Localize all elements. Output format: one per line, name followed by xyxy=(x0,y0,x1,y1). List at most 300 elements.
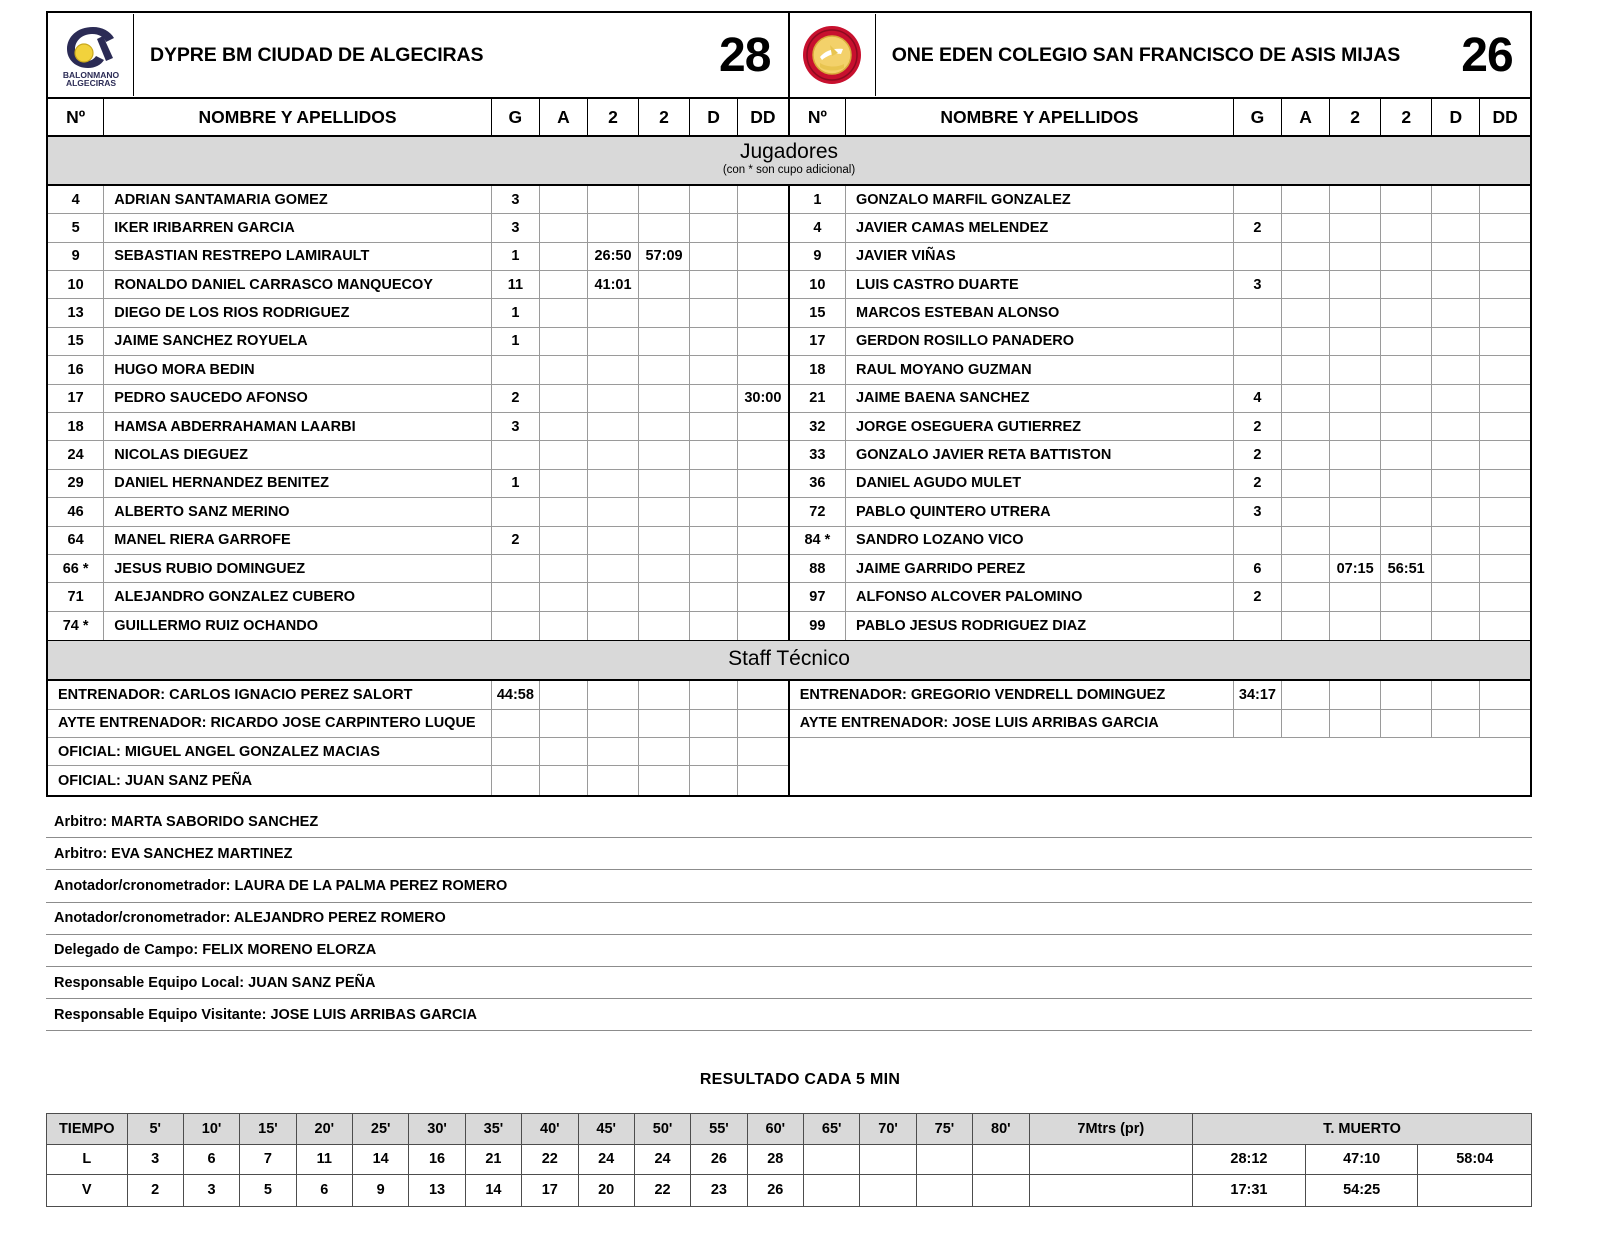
player-warning xyxy=(1282,214,1330,241)
player-number: 32 xyxy=(790,413,846,440)
player-warning xyxy=(1282,413,1330,440)
player-row[interactable] xyxy=(48,271,788,299)
player-warning xyxy=(540,271,588,298)
player-suspension-1 xyxy=(1330,583,1381,610)
player-goals: 2 xyxy=(1234,214,1282,241)
player-row[interactable] xyxy=(790,470,1530,498)
player-goals: 3 xyxy=(1234,498,1282,525)
home-players-table xyxy=(48,186,790,640)
player-goals: 2 xyxy=(492,385,540,412)
player-goals xyxy=(492,498,540,525)
player-row[interactable] xyxy=(790,186,1530,214)
player-disqualification-report xyxy=(1480,356,1530,383)
results-timeout-2: 47:10 xyxy=(1306,1145,1419,1175)
results-header-minute-8: 40' xyxy=(522,1114,578,1144)
player-name: SANDRO LOZANO VICO xyxy=(846,527,1234,554)
staff-row-empty xyxy=(790,766,1530,794)
staff-disqualification xyxy=(1432,710,1480,737)
official-entry: Responsable Equipo Local: JUAN SANZ PEÑA xyxy=(46,967,1532,999)
results-score-minute-15 xyxy=(917,1145,973,1175)
staff-suspension-1 xyxy=(588,710,639,737)
player-suspension-2 xyxy=(639,583,690,610)
player-number: 21 xyxy=(790,385,846,412)
player-disqualification xyxy=(1432,385,1480,412)
player-number: 1 xyxy=(790,186,846,213)
player-suspension-2 xyxy=(639,328,690,355)
player-suspension-2 xyxy=(639,186,690,213)
staff-goals: 34:17 xyxy=(1234,681,1282,708)
staff-suspension-1 xyxy=(588,738,639,765)
player-number: 13 xyxy=(48,299,104,326)
away-team-score: 26 xyxy=(1461,28,1513,82)
player-name: IKER IRIBARREN GARCIA xyxy=(104,214,492,241)
home-team-header xyxy=(48,13,790,97)
player-suspension-2 xyxy=(1381,470,1432,497)
player-row[interactable] xyxy=(48,356,788,384)
player-warning xyxy=(1282,441,1330,468)
results-score-minute-9: 24 xyxy=(579,1145,635,1175)
player-disqualification-report xyxy=(738,470,788,497)
player-suspension-2 xyxy=(1381,299,1432,326)
player-warning xyxy=(1282,271,1330,298)
staff-suspension-1 xyxy=(588,766,639,794)
player-disqualification-report xyxy=(1480,470,1530,497)
player-disqualification xyxy=(690,186,738,213)
player-suspension-1 xyxy=(588,385,639,412)
player-row[interactable] xyxy=(790,555,1530,583)
player-row[interactable] xyxy=(790,441,1530,469)
player-disqualification-report xyxy=(1480,299,1530,326)
player-number: 64 xyxy=(48,527,104,554)
player-row[interactable] xyxy=(48,612,788,640)
home-staff-table xyxy=(48,681,790,795)
player-goals: 3 xyxy=(492,413,540,440)
player-suspension-1 xyxy=(1330,470,1381,497)
results-score-minute-8: 17 xyxy=(522,1175,578,1206)
results-score-minute-10: 22 xyxy=(635,1175,691,1206)
player-disqualification-report xyxy=(1480,186,1530,213)
results-seven-meters xyxy=(1030,1145,1194,1175)
player-disqualification-report xyxy=(1480,413,1530,440)
player-row[interactable] xyxy=(48,527,788,555)
player-row[interactable] xyxy=(790,243,1530,271)
results-score-minute-4: 6 xyxy=(297,1175,353,1206)
officials-list xyxy=(46,806,1532,1031)
player-goals: 3 xyxy=(1234,271,1282,298)
player-warning xyxy=(1282,186,1330,213)
col-header-disq: D xyxy=(1432,99,1480,135)
home-column-headers xyxy=(48,99,790,135)
player-disqualification xyxy=(1432,441,1480,468)
staff-row-empty xyxy=(790,738,1530,766)
player-disqualification xyxy=(690,385,738,412)
player-warning xyxy=(540,441,588,468)
player-name: DANIEL HERNANDEZ BENITEZ xyxy=(104,470,492,497)
results-score-minute-3: 7 xyxy=(240,1145,296,1175)
staff-suspension-1 xyxy=(1330,681,1381,708)
player-row[interactable] xyxy=(48,328,788,356)
player-suspension-2 xyxy=(1381,186,1432,213)
player-suspension-1: 26:50 xyxy=(588,243,639,270)
player-number: 15 xyxy=(790,299,846,326)
results-score-minute-3: 5 xyxy=(240,1175,296,1206)
col-header-number: Nº xyxy=(790,99,846,135)
player-goals: 2 xyxy=(1234,470,1282,497)
results-timeout-3 xyxy=(1418,1175,1531,1206)
player-goals xyxy=(492,356,540,383)
player-disqualification xyxy=(690,555,738,582)
results-header-minute-10: 50' xyxy=(635,1114,691,1144)
algeciras-club-crest-icon xyxy=(48,14,134,96)
player-warning xyxy=(1282,583,1330,610)
staff-warning xyxy=(540,738,588,765)
official-entry: Arbitro: MARTA SABORIDO SANCHEZ xyxy=(46,806,1532,838)
staff-disqualification xyxy=(1432,766,1480,794)
results-header-minute-11: 55' xyxy=(691,1114,747,1144)
col-header-disqrep: DD xyxy=(750,106,776,127)
player-disqualification xyxy=(690,527,738,554)
player-goals xyxy=(1234,328,1282,355)
player-disqualification xyxy=(1432,186,1480,213)
player-suspension-1: 07:15 xyxy=(1330,555,1381,582)
player-disqualification-report xyxy=(738,356,788,383)
player-suspension-2 xyxy=(1381,583,1432,610)
player-goals: 1 xyxy=(492,328,540,355)
player-goals: 2 xyxy=(492,527,540,554)
player-number: 10 xyxy=(790,271,846,298)
away-staff-table xyxy=(790,681,1530,795)
player-warning xyxy=(1282,498,1330,525)
player-suspension-1 xyxy=(1330,498,1381,525)
player-name: LUIS CASTRO DUARTE xyxy=(846,271,1234,298)
player-name: HUGO MORA BEDIN xyxy=(104,356,492,383)
results-per-5min-table xyxy=(46,1113,1532,1207)
staff-disqualification-report xyxy=(738,681,788,708)
player-row[interactable] xyxy=(48,583,788,611)
player-disqualification-report xyxy=(738,498,788,525)
player-name: ADRIAN SANTAMARIA GOMEZ xyxy=(104,186,492,213)
player-suspension-2 xyxy=(639,356,690,383)
results-header-minute-16: 80' xyxy=(973,1114,1029,1144)
player-disqualification-report xyxy=(1480,612,1530,640)
player-goals xyxy=(492,583,540,610)
player-disqualification-report xyxy=(738,413,788,440)
player-suspension-1 xyxy=(588,441,639,468)
player-warning xyxy=(540,413,588,440)
player-goals: 2 xyxy=(1234,441,1282,468)
results-row xyxy=(47,1175,1531,1206)
staff-role-and-name: AYTE ENTRENADOR: JOSE LUIS ARRIBAS GARCIA xyxy=(790,710,1234,737)
player-row[interactable] xyxy=(48,186,788,214)
player-suspension-2 xyxy=(639,527,690,554)
player-name: DANIEL AGUDO MULET xyxy=(846,470,1234,497)
staff-row[interactable] xyxy=(48,710,788,738)
player-row[interactable] xyxy=(48,214,788,242)
player-disqualification xyxy=(1432,555,1480,582)
player-name: RAUL MOYANO GUZMAN xyxy=(846,356,1234,383)
player-row[interactable] xyxy=(48,385,788,413)
player-warning xyxy=(540,186,588,213)
player-row[interactable] xyxy=(790,299,1530,327)
staff-row[interactable] xyxy=(48,681,788,709)
match-roster-frame xyxy=(46,11,1532,797)
player-row[interactable] xyxy=(48,413,788,441)
player-name: JORGE OSEGUERA GUTIERREZ xyxy=(846,413,1234,440)
player-suspension-1 xyxy=(1330,527,1381,554)
player-row[interactable] xyxy=(790,328,1530,356)
staff-disqualification-report xyxy=(1480,766,1530,794)
staff-warning xyxy=(540,681,588,708)
staff-suspension-2 xyxy=(1381,710,1432,737)
player-number: 66 * xyxy=(48,555,104,582)
player-suspension-1 xyxy=(1330,612,1381,640)
staff-suspension-1 xyxy=(1330,738,1381,765)
player-disqualification xyxy=(690,356,738,383)
player-name: JAVIER VIÑAS xyxy=(846,243,1234,270)
player-warning xyxy=(1282,527,1330,554)
staff-warning xyxy=(1282,710,1330,737)
player-number: 36 xyxy=(790,470,846,497)
player-suspension-1 xyxy=(1330,186,1381,213)
player-suspension-1 xyxy=(1330,413,1381,440)
player-suspension-1 xyxy=(1330,243,1381,270)
player-disqualification-report xyxy=(1480,498,1530,525)
player-disqualification xyxy=(690,583,738,610)
staff-disqualification-report xyxy=(738,766,788,794)
player-goals: 1 xyxy=(492,299,540,326)
staff-row[interactable] xyxy=(48,738,788,766)
player-suspension-2 xyxy=(639,555,690,582)
player-suspension-2 xyxy=(1381,271,1432,298)
staff-warning xyxy=(1282,681,1330,708)
results-score-minute-6: 13 xyxy=(409,1175,465,1206)
player-row[interactable] xyxy=(790,271,1530,299)
player-warning xyxy=(540,328,588,355)
player-number: 18 xyxy=(48,413,104,440)
player-number: 46 xyxy=(48,498,104,525)
player-row[interactable] xyxy=(790,612,1530,640)
player-goals xyxy=(492,441,540,468)
staff-suspension-2 xyxy=(639,738,690,765)
player-row[interactable] xyxy=(48,299,788,327)
player-row[interactable] xyxy=(790,413,1530,441)
player-suspension-2 xyxy=(639,413,690,440)
player-disqualification xyxy=(1432,612,1480,640)
player-suspension-1 xyxy=(588,299,639,326)
player-disqualification-report xyxy=(738,186,788,213)
home-team-name: DYPRE BM CIUDAD DE ALGECIRAS xyxy=(150,43,484,66)
player-goals: 3 xyxy=(492,186,540,213)
staff-row[interactable] xyxy=(48,766,788,794)
staff-goals xyxy=(1234,766,1282,794)
official-entry: Delegado de Campo: FELIX MORENO ELORZA xyxy=(46,935,1532,967)
player-suspension-2 xyxy=(639,214,690,241)
player-disqualification-report xyxy=(738,527,788,554)
team-headers-row xyxy=(48,13,1530,99)
player-disqualification xyxy=(1432,299,1480,326)
player-warning xyxy=(540,612,588,640)
player-disqualification xyxy=(690,612,738,640)
player-name: GERDON ROSILLO PANADERO xyxy=(846,328,1234,355)
staff-section-band xyxy=(48,640,1530,681)
player-suspension-1 xyxy=(588,356,639,383)
player-suspension-1 xyxy=(588,413,639,440)
players-tables xyxy=(48,186,1530,640)
player-row[interactable] xyxy=(48,555,788,583)
player-suspension-1 xyxy=(588,612,639,640)
player-disqualification-report xyxy=(738,555,788,582)
results-side-label: L xyxy=(47,1145,128,1175)
player-warning xyxy=(540,243,588,270)
player-goals xyxy=(492,555,540,582)
results-score-minute-14 xyxy=(860,1145,916,1175)
player-warning xyxy=(540,214,588,241)
player-number: 15 xyxy=(48,328,104,355)
player-goals: 3 xyxy=(492,214,540,241)
staff-suspension-2 xyxy=(1381,766,1432,794)
player-suspension-1: 41:01 xyxy=(588,271,639,298)
player-suspension-2 xyxy=(1381,356,1432,383)
player-row[interactable] xyxy=(790,498,1530,526)
player-warning xyxy=(1282,612,1330,640)
staff-role-and-name: OFICIAL: JUAN SANZ PEÑA xyxy=(48,766,492,794)
player-disqualification xyxy=(1432,498,1480,525)
player-goals: 11 xyxy=(492,271,540,298)
player-disqualification-report xyxy=(1480,441,1530,468)
player-row[interactable] xyxy=(790,583,1530,611)
player-suspension-2 xyxy=(1381,243,1432,270)
staff-disqualification-report xyxy=(738,738,788,765)
away-column-headers xyxy=(790,99,1530,135)
player-row[interactable] xyxy=(48,498,788,526)
col-header-name: NOMBRE Y APELLIDOS xyxy=(846,99,1234,135)
player-suspension-2 xyxy=(639,612,690,640)
results-score-minute-6: 16 xyxy=(409,1145,465,1175)
player-name: JESUS RUBIO DOMINGUEZ xyxy=(104,555,492,582)
staff-tables xyxy=(48,681,1530,795)
results-header-row xyxy=(47,1114,1531,1145)
player-warning xyxy=(540,356,588,383)
player-row[interactable] xyxy=(790,385,1530,413)
player-goals: 2 xyxy=(1234,413,1282,440)
player-disqualification xyxy=(1432,356,1480,383)
player-suspension-1 xyxy=(1330,356,1381,383)
player-suspension-2 xyxy=(1381,385,1432,412)
player-goals: 6 xyxy=(1234,555,1282,582)
player-suspension-2 xyxy=(1381,214,1432,241)
player-suspension-2 xyxy=(1381,328,1432,355)
player-suspension-1 xyxy=(1330,214,1381,241)
results-score-minute-8: 22 xyxy=(522,1145,578,1175)
results-header-minute-4: 20' xyxy=(297,1114,353,1144)
results-score-minute-16 xyxy=(973,1145,1029,1175)
san-francisco-asis-crest-icon xyxy=(790,14,876,96)
player-row[interactable] xyxy=(790,356,1530,384)
staff-suspension-1 xyxy=(1330,766,1381,794)
col-header-disq: D xyxy=(690,99,738,135)
player-number: 16 xyxy=(48,356,104,383)
column-headers-row xyxy=(48,99,1530,137)
player-disqualification xyxy=(690,328,738,355)
player-suspension-2 xyxy=(1381,612,1432,640)
col-header-susp2: 2 xyxy=(1381,99,1432,135)
staff-row[interactable] xyxy=(790,710,1530,738)
col-header-warning: A xyxy=(1282,99,1330,135)
player-disqualification xyxy=(1432,413,1480,440)
results-header-minute-14: 70' xyxy=(860,1114,916,1144)
player-disqualification-report xyxy=(1480,527,1530,554)
results-score-minute-1: 2 xyxy=(128,1175,184,1206)
player-disqualification xyxy=(690,214,738,241)
results-score-minute-2: 6 xyxy=(184,1145,240,1175)
official-entry: Responsable Equipo Visitante: JOSE LUIS ARRIBAS GARCIA xyxy=(46,999,1532,1031)
player-disqualification-report xyxy=(738,612,788,640)
player-number: 17 xyxy=(48,385,104,412)
col-header-goals: G xyxy=(492,99,540,135)
results-header-minute-9: 45' xyxy=(579,1114,635,1144)
home-team-score: 28 xyxy=(719,28,771,82)
player-warning xyxy=(540,555,588,582)
results-header-minute-3: 15' xyxy=(240,1114,296,1144)
staff-row[interactable] xyxy=(790,681,1530,709)
results-score-minute-10: 24 xyxy=(635,1145,691,1175)
player-disqualification xyxy=(690,243,738,270)
player-goals xyxy=(1234,356,1282,383)
staff-suspension-2 xyxy=(639,766,690,794)
player-disqualification-report xyxy=(738,271,788,298)
staff-disqualification xyxy=(1432,738,1480,765)
results-score-minute-5: 14 xyxy=(353,1145,409,1175)
player-number: 4 xyxy=(790,214,846,241)
staff-disqualification xyxy=(690,681,738,708)
player-number: 33 xyxy=(790,441,846,468)
player-row[interactable] xyxy=(790,214,1530,242)
player-number: 88 xyxy=(790,555,846,582)
staff-warning xyxy=(540,710,588,737)
player-goals xyxy=(1234,612,1282,640)
player-disqualification-report xyxy=(738,214,788,241)
results-header-minute-6: 30' xyxy=(409,1114,465,1144)
player-name: GONZALO MARFIL GONZALEZ xyxy=(846,186,1234,213)
player-number: 17 xyxy=(790,328,846,355)
col-header-susp2: 2 xyxy=(639,99,690,135)
player-disqualification-report: 30:00 xyxy=(744,390,782,407)
player-row[interactable] xyxy=(48,441,788,469)
results-header-minute-1: 5' xyxy=(128,1114,184,1144)
results-header-minute-5: 25' xyxy=(353,1114,409,1144)
player-row[interactable] xyxy=(790,527,1530,555)
player-suspension-1 xyxy=(1330,328,1381,355)
staff-disqualification-report xyxy=(1480,738,1530,765)
results-side-label: V xyxy=(47,1175,128,1206)
results-score-minute-14 xyxy=(860,1175,916,1206)
player-disqualification xyxy=(1432,583,1480,610)
staff-role-and-name: OFICIAL: MIGUEL ANGEL GONZALEZ MACIAS xyxy=(48,738,492,765)
results-header-minute-12: 60' xyxy=(748,1114,804,1144)
player-number: 9 xyxy=(790,243,846,270)
player-row[interactable] xyxy=(48,243,788,271)
results-score-minute-2: 3 xyxy=(184,1175,240,1206)
player-number: 99 xyxy=(790,612,846,640)
player-disqualification-report xyxy=(738,441,788,468)
player-suspension-1 xyxy=(588,555,639,582)
player-name: HAMSA ABDERRAHAMAN LAARBI xyxy=(104,413,492,440)
player-number: 71 xyxy=(48,583,104,610)
player-suspension-1 xyxy=(1330,385,1381,412)
player-warning xyxy=(1282,555,1330,582)
player-row[interactable] xyxy=(48,470,788,498)
player-number: 29 xyxy=(48,470,104,497)
